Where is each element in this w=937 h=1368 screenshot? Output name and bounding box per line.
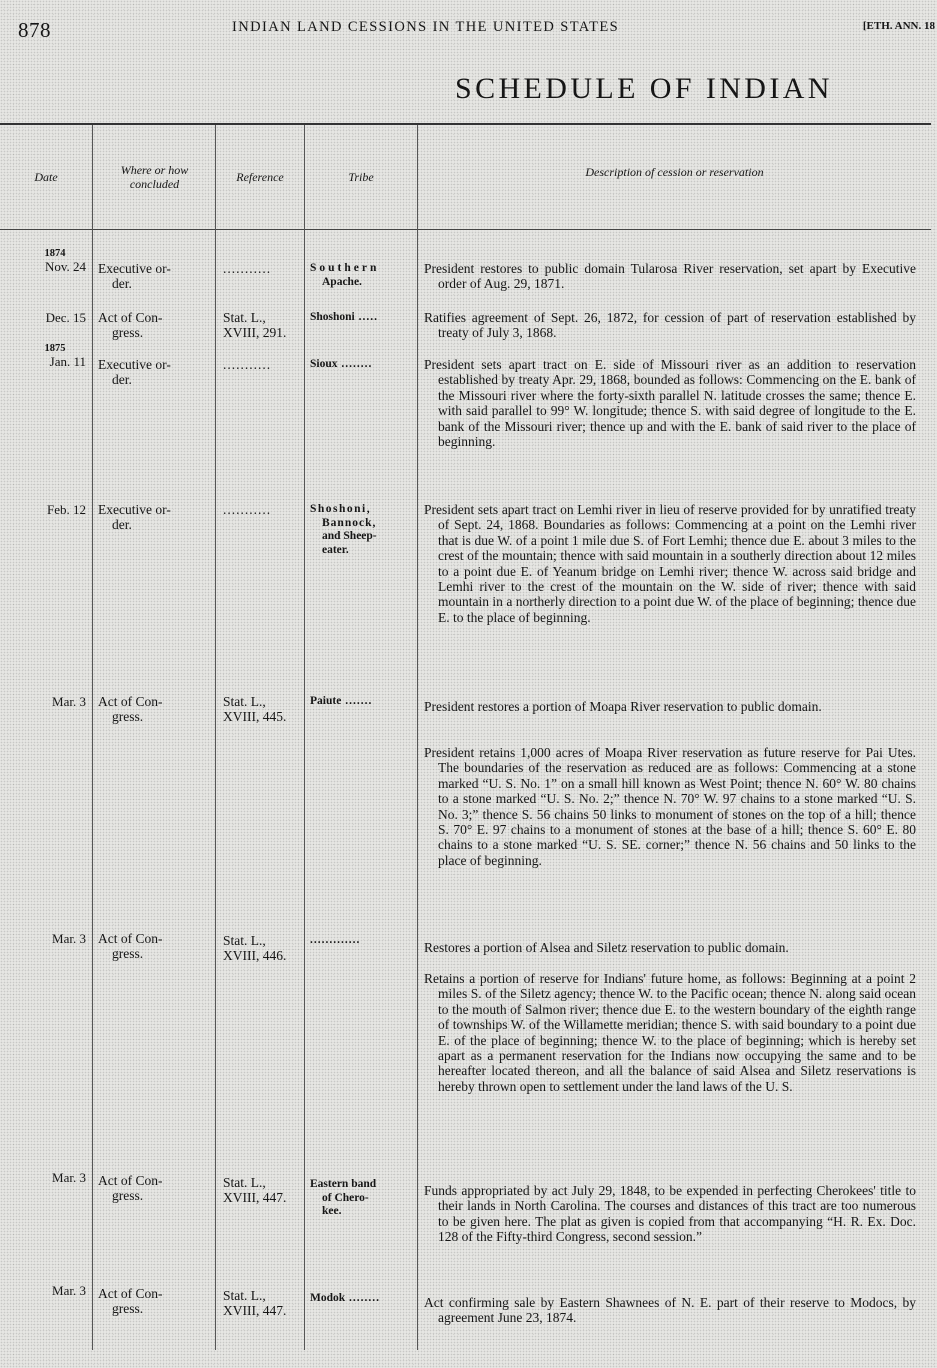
row-tribe: Sioux ........ <box>310 358 373 370</box>
row-tribe-line: Paiute <box>310 695 342 707</box>
row-where <box>98 1286 208 1317</box>
row-tribe <box>310 503 414 557</box>
row-date-text: Mar. 3 <box>52 931 86 946</box>
row-description: President restores a portion of Moapa River reservation to public domain. <box>424 699 822 714</box>
row-tribe-line: kee. <box>322 1205 342 1217</box>
row-date <box>4 310 86 325</box>
row-reference-line: Stat. L., <box>223 1288 266 1303</box>
row-where-line: der. <box>112 372 132 388</box>
row-reference-line: Stat. L., <box>223 694 266 709</box>
row-date-text: Nov. 24 <box>44 259 86 274</box>
row-where-line: Executive or- <box>98 357 171 372</box>
row-description: Funds appropriated by act July 29, 1848, to be expended in perfecting Cherokees' title to their lands in North Carolina. The courses and distances of this tract are too numerous to be given here. The plat as given is copied from that accompanying “H. R. Ex. Doc. 128 of the Fifty-third Congress, second session.” <box>424 1183 916 1245</box>
row-reference <box>223 1288 303 1319</box>
column-header-tribe: Tribe <box>348 170 374 184</box>
row-reference <box>223 310 303 341</box>
row-where-line: der. <box>112 276 132 292</box>
row-date <box>4 502 86 517</box>
row-where-line: gress. <box>112 709 144 725</box>
row-date <box>4 1283 86 1298</box>
row-date-text: Mar. 3 <box>52 694 86 709</box>
row-tribe-line: Southern <box>310 262 380 274</box>
row-date-text: Jan. 11 <box>49 354 86 369</box>
row-year: 1874 <box>44 248 66 259</box>
page-number: 878 <box>18 18 51 42</box>
row-tribe: Modok ........ <box>310 1292 381 1304</box>
row-where <box>98 931 208 962</box>
row-reference-line: XVIII, 447. <box>223 1303 287 1319</box>
row-where-line: Executive or- <box>98 261 171 276</box>
row-tribe: Paiute ....... <box>310 695 373 707</box>
row-description: President sets apart tract on Lemhi river in lieu of reserve provided for by unratified treaty of Sept. 24, 1868. Boundaries as follows: Commencing at a point on the Lemhi river that is due W. of a point 1 mile due S. of Fort Lemhi; thence due E. about 3 miles to the crest of the mountain; thence with said mountain in a southerly direction about 12 miles to a point due E. of Yeanum bridge on Lemhi river; thence W. across said bridge and Lemhi river to the crest of the mountain on the W. side of river; thence with said mountain in a northerly direction to a point due W. of the place of beginning; thence due E. to the place of beginning. <box>424 502 916 625</box>
row-tribe-line: of Chero- <box>322 1191 369 1204</box>
row-tribe-line: Bannock, <box>322 516 377 529</box>
row-date-text: Mar. 3 <box>52 1283 86 1298</box>
row-tribe: Shoshoni ..... <box>310 311 379 323</box>
row-tribe <box>310 1178 414 1219</box>
row-description: Retains a portion of reserve for Indians' future home, as follows: Beginning at a point 2 miles S. of the Siletz agency; thence W. to the Pacific ocean; thence N. along said ocean to the mouth of Salmon river; thence due E. to the western boundary of the eighth range of townships W. of the Willamette meridian; thence S. with said boundary to a point due E. of the place of beginning; thence W. to the place of beginning; which is hereby set apart as a permanent reservation for the Indians now occupying the same and to be hereafter located thereon, and all the balance of said Alsea and Siletz reservations is hereby thrown open to settlement under the land laws of the U. S. <box>424 971 916 1094</box>
row-where-line: gress. <box>112 946 144 962</box>
row-description: President restores to public domain Tularosa River reservation, set apart by Executive order of Aug. 29, 1871. <box>424 261 916 292</box>
running-title: INDIAN LAND CESSIONS IN THE UNITED STATES <box>232 19 620 35</box>
row-date-text: Dec. 15 <box>45 310 86 325</box>
row-reference <box>223 1175 303 1206</box>
row-date <box>4 343 86 369</box>
row-where <box>98 261 208 292</box>
row-where <box>98 694 208 725</box>
column-header-description: Description of cession or reservation <box>585 165 764 179</box>
table-header-rule <box>0 229 931 230</box>
row-date-text: Mar. 3 <box>52 1170 86 1185</box>
row-date <box>4 248 86 274</box>
column-divider <box>92 125 93 1350</box>
row-reference: ........... <box>223 357 272 372</box>
column-divider <box>417 125 418 1350</box>
row-date <box>4 931 86 946</box>
row-tribe-line: Apache. <box>322 275 362 288</box>
row-tribe-line: eater. <box>322 543 349 556</box>
column-divider <box>304 125 305 1350</box>
row-where <box>98 1173 208 1204</box>
row-reference-line: Stat. L., <box>223 1175 266 1190</box>
row-where-line: gress. <box>112 325 144 341</box>
column-header-where: Where or how concluded <box>120 163 189 191</box>
row-tribe-line: Shoshoni, <box>310 503 372 515</box>
row-tribe-line: Sioux <box>310 358 338 370</box>
row-date <box>4 1170 86 1185</box>
row-reference <box>223 694 303 725</box>
row-where-line: Act of Con- <box>98 1286 163 1301</box>
row-reference <box>223 933 303 964</box>
row-reference-line: Stat. L., <box>223 933 266 948</box>
schedule-title: SCHEDULE OF INDIAN <box>455 72 833 105</box>
row-date-text: Feb. 12 <box>47 502 86 517</box>
row-where <box>98 502 208 533</box>
row-reference-line: Stat. L., <box>223 310 266 325</box>
row-tribe-line: Eastern band <box>310 1178 377 1190</box>
row-description: Restores a portion of Alsea and Siletz reservation to public domain. <box>424 940 789 955</box>
row-description: President retains 1,000 acres of Moapa River reservation as future reserve for Pai Utes. The boundaries of the reservation as reduced are as follows: Commencing at a stone marked “U. S. No. 1” on a small hill known as West Point; thence N. 60° W. 80 chains to a stone marked “U. S. No. 2;” thence N. 70° W. 97 chains to a stone marked “U. S. No. 3;” thence S. 56 chains 50 links to monument of stones on the top of a hill; thence S. 70° E. 97 chains to a monument of stones at the base of a hill; thence S. 60° E. 80 chains to a stone marked “U. S. SE. corner;” thence N. 56 chains and 50 links to the place of beginning. <box>424 745 916 868</box>
row-reference-line: XVIII, 445. <box>223 709 287 725</box>
row-date <box>4 694 86 709</box>
row-reference-line: XVIII, 447. <box>223 1190 287 1206</box>
row-where-line: Act of Con- <box>98 1173 163 1188</box>
row-tribe: ............. <box>310 934 361 946</box>
row-where <box>98 357 208 388</box>
row-where-line: Act of Con- <box>98 310 163 325</box>
row-description: President sets apart tract on E. side of Missouri river as an addition to reservation established by treaty Apr. 29, 1868, bounded as follows: Commencing on the E. bank of the Missouri river where the forty-sixth parallel N. latitude crosses the same; thence E. with said parallel to 99° W. longitude; thence S. with said degree of longitude to the E. bank of the Missouri river; thence up and with the E. bank of said river to the place of beginning. <box>424 357 916 450</box>
row-reference-line: XVIII, 291. <box>223 325 287 341</box>
column-header-reference: Reference <box>236 170 284 184</box>
row-year: 1875 <box>44 343 66 354</box>
row-where-line: gress. <box>112 1301 144 1317</box>
column-divider <box>215 125 216 1350</box>
row-description: Act confirming sale by Eastern Shawnees of N. E. part of their reserve to Modocs, by agreement June 23, 1874. <box>424 1295 916 1326</box>
row-reference: ........... <box>223 502 272 517</box>
row-where-line: Act of Con- <box>98 694 163 709</box>
report-tag: [ETH. ANN. 18 <box>862 20 935 32</box>
row-description: Ratifies agreement of Sept. 26, 1872, for cession of part of reservation established by treaty of July 3, 1868. <box>424 310 916 341</box>
row-tribe <box>310 262 414 289</box>
column-header-date: Date <box>34 170 58 184</box>
row-tribe-line: and Sheep- <box>322 530 377 542</box>
row-reference-line: XVIII, 446. <box>223 948 287 964</box>
row-where-line: der. <box>112 517 132 533</box>
row-where-line: Executive or- <box>98 502 171 517</box>
row-where <box>98 310 208 341</box>
row-tribe-line: Shoshoni <box>310 311 355 323</box>
row-reference: ........... <box>223 261 272 276</box>
row-where-line: gress. <box>112 1188 144 1204</box>
row-tribe-line: Modok <box>310 1292 346 1304</box>
row-where-line: Act of Con- <box>98 931 163 946</box>
